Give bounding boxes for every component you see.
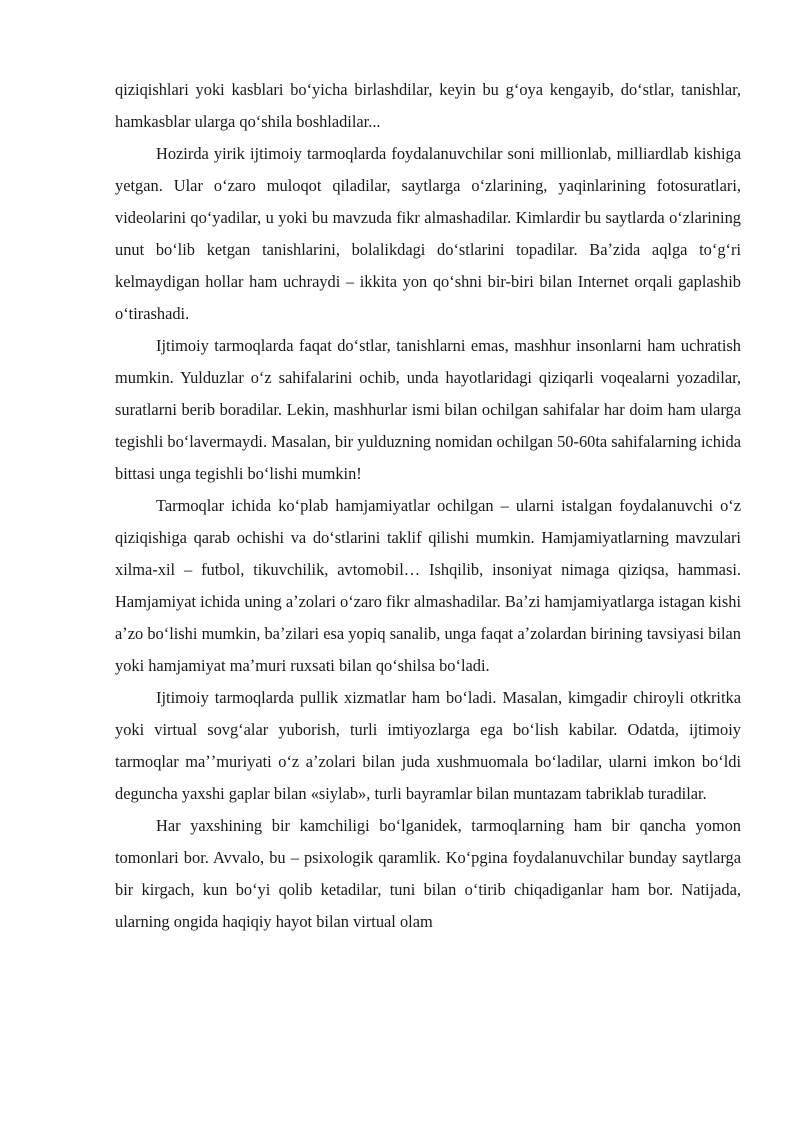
paragraph-continuation: qiziqishlari yoki kasblari boʻyicha birlashdilar, keyin bu gʻoya kengayib, doʻstlar, tanishlar, hamkasblar ularga qoʻshila boshladilar...	[115, 80, 741, 131]
paragraph-drawbacks: Har yaxshining bir kamchiligi boʻlganidek, tarmoqlarning ham bir qancha yomon tomonlari bor. Avvalo, bu – psixologik qaramlik. Koʻpgina foydalanuvchilar bunday saytlarga bir kirgach, kun boʻyi qolib ketadilar, tuni bilan oʻtirib chiqadiganlar ham bor. Natijada, ularning ongida haqiqiy hayot bilan virtual olam	[115, 816, 741, 931]
paragraph-communities: Tarmoqlar ichida koʻplab hamjamiyatlar ochilgan – ularni istalgan foydalanuvchi oʻz qiziqishiga qarab ochishi va doʻstlarini taklif qilishi mumkin. Hamjamiyatlarning mavzulari xilma-xil – futbol, tikuvchilik, avtomobil… Ishqilib, insoniyat nimaga qiziqsa, hammasi. Hamjamiyat ichida uning aʼzolari oʻzaro fikr almashadilar. Baʼzi hamjamiyatlarga istagan kishi aʼzo boʻlishi mumkin, baʼzilari esa yopiq sanalib, unga faqat aʼzolardan birining tavsiyasi bilan yoki hamjamiyat maʼmuri ruxsati bilan qoʻshilsa boʻladi.	[115, 496, 741, 675]
paragraph-paid-services: Ijtimoiy tarmoqlarda pullik xizmatlar ham boʻladi. Masalan, kimgadir chiroyli otkritka yoki virtual sovgʻalar yuborish, turli imtiyozlarga ega boʻlish kabilar. Odatda, ijtimoiy tarmoqlar maʼʼmuriyati oʻz aʼzolari bilan juda xushmuomala boʻladilar, ularni imkon boʻldi deguncha yaxshi gaplar bilan «siylab», turli bayramlar bilan muntazam tabriklab turadilar.	[115, 688, 741, 803]
document-page	[115, 74, 741, 938]
paragraph-celebrities: Ijtimoiy tarmoqlarda faqat doʻstlar, tanishlarni emas, mashhur insonlarni ham uchratish mumkin. Yulduzlar oʻz sahifalarini ochib, unda hayotlaridagi qiziqarli voqealarni yozadilar, suratlarni berib boradilar. Lekin, mashhurlar ismi bilan ochilgan sahifalar har doim ham ularga tegishli boʻlavermaydi. Masalan, bir yulduzning nomidan ochilgan 50-60ta sahifalarning ichida bittasi unga tegishli boʻlishi mumkin!	[115, 336, 741, 483]
paragraph-user-counts: Hozirda yirik ijtimoiy tarmoqlarda foydalanuvchilar soni millionlab, milliardlab kishiga yetgan. Ular oʻzaro muloqot qiladilar, saytlarga oʻzlarining, yaqinlarining fotosuratlari, videolarini qoʻyadilar, u yoki bu mavzuda fikr almashadilar. Kimlardir bu saytlarda oʻzlarining unut boʻlib ketgan tanishlarini, bolalikdagi doʻstlarini topadilar. Baʼzida aqlga toʻgʻri kelmaydigan hollar ham uchraydi – ikkita yon qoʻshni bir-biri bilan Internet orqali gaplashib oʻtirashadi.	[115, 144, 741, 323]
